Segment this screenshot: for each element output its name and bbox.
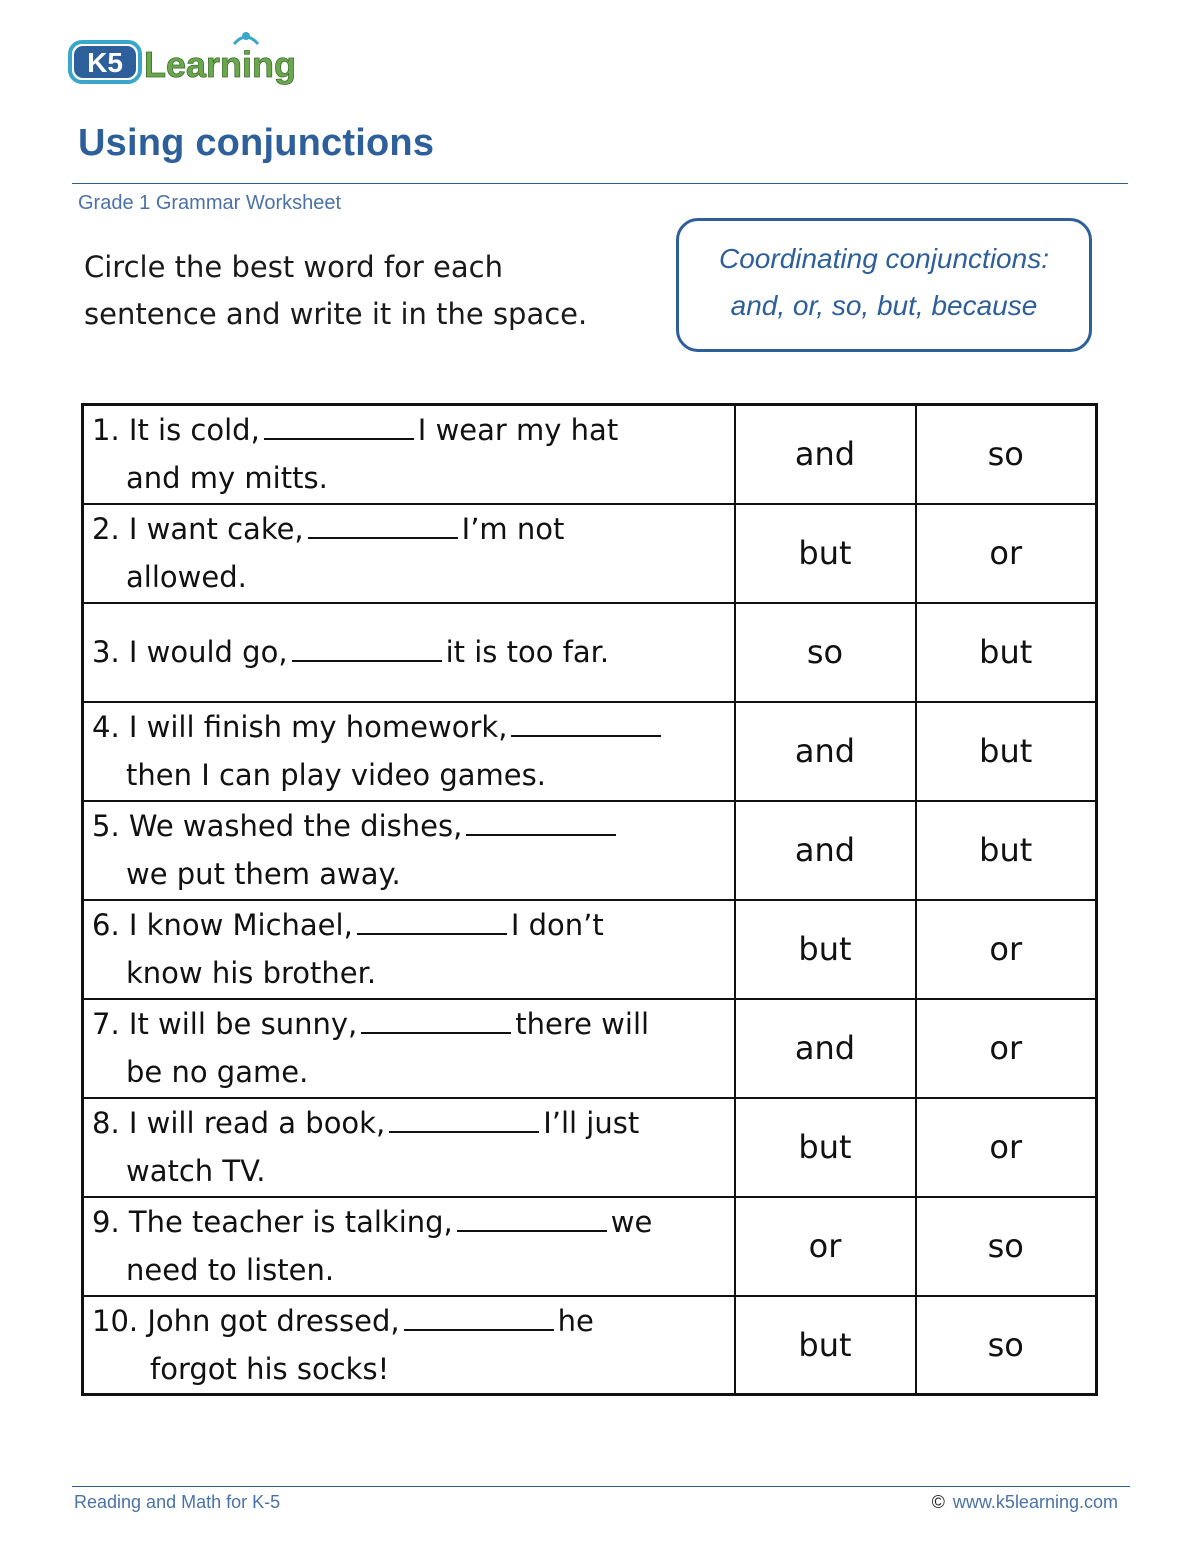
question-before-blank: 10. John got dressed, xyxy=(92,1303,400,1338)
question-line-1 xyxy=(92,1000,734,1048)
question-row xyxy=(83,1296,1097,1395)
footer-tagline: Reading and Math for K-5 xyxy=(74,1492,281,1512)
page-title: Using conjunctions xyxy=(78,122,435,164)
question-text-cell xyxy=(83,405,735,504)
answer-option-2[interactable]: so xyxy=(916,1197,1097,1296)
question-text-cell xyxy=(83,1296,735,1395)
answer-blank[interactable] xyxy=(264,416,414,440)
logo-arc-icon xyxy=(234,37,258,44)
question-row xyxy=(83,702,1097,801)
answer-option-2[interactable]: or xyxy=(916,900,1097,999)
answer-blank[interactable] xyxy=(457,1208,607,1232)
answer-option-1[interactable]: and xyxy=(735,801,916,900)
question-text-cell xyxy=(83,999,735,1098)
answer-option-2[interactable]: so xyxy=(916,1296,1097,1395)
question-line-1 xyxy=(92,1297,734,1345)
question-row xyxy=(83,900,1097,999)
question-row xyxy=(83,1098,1097,1197)
question-line-2: we put them away. xyxy=(126,857,401,891)
question-line-2: forgot his socks! xyxy=(150,1351,390,1386)
answer-option-1[interactable]: but xyxy=(735,1098,916,1197)
question-row xyxy=(83,504,1097,603)
question-before-blank: 5. We washed the dishes, xyxy=(92,809,463,843)
question-line-2: watch TV. xyxy=(126,1154,266,1188)
question-after-blank: I’ll just xyxy=(543,1106,640,1140)
question-line-2: be no game. xyxy=(126,1055,309,1089)
answer-option-1[interactable]: and xyxy=(735,405,916,504)
answer-option-2[interactable]: or xyxy=(916,999,1097,1098)
instructions xyxy=(84,244,644,338)
question-before-blank: 6. I know Michael, xyxy=(92,908,353,942)
question-before-blank: 2. I want cake, xyxy=(92,512,304,546)
footer-divider xyxy=(72,1486,1130,1487)
question-line-1 xyxy=(92,628,734,676)
question-after-blank: it is too far. xyxy=(445,635,610,669)
questions-table xyxy=(81,403,1098,1396)
question-line-1 xyxy=(92,703,734,751)
answer-option-1[interactable]: and xyxy=(735,999,916,1098)
answer-option-1[interactable]: but xyxy=(735,900,916,999)
question-before-blank: 7. It will be sunny, xyxy=(92,1007,358,1041)
question-line-1 xyxy=(92,1198,734,1246)
footer-website[interactable] xyxy=(932,1492,1118,1513)
question-before-blank: 1. It is cold, xyxy=(92,413,260,448)
question-line-2: and my mitts. xyxy=(126,461,328,496)
question-line-2: allowed. xyxy=(126,560,247,594)
answer-blank[interactable] xyxy=(361,1010,511,1034)
answer-blank[interactable] xyxy=(404,1307,554,1331)
answer-blank[interactable] xyxy=(357,911,507,935)
question-line-1 xyxy=(92,901,734,949)
answer-option-2[interactable]: but xyxy=(916,702,1097,801)
conjunctions-box xyxy=(676,218,1092,352)
answer-blank[interactable] xyxy=(466,812,616,836)
website-link[interactable]: www.k5learning.com xyxy=(952,1492,1118,1512)
question-line-2: then I can play video games. xyxy=(126,758,546,792)
question-line-1 xyxy=(92,406,734,454)
question-before-blank: 3. I would go, xyxy=(92,635,288,669)
answer-option-1[interactable]: but xyxy=(735,504,916,603)
question-after-blank: I don’t xyxy=(510,908,604,942)
question-text-cell xyxy=(83,504,735,603)
question-after-blank: he xyxy=(557,1303,594,1338)
question-line-1 xyxy=(92,1099,734,1147)
logo-graphic xyxy=(68,28,328,90)
conjunctions-heading: Coordinating conjunctions: xyxy=(719,243,1049,274)
question-before-blank: 8. I will read a book, xyxy=(92,1106,386,1140)
instructions-line-1: Circle the best word for each xyxy=(84,250,503,284)
question-row xyxy=(83,405,1097,504)
answer-option-1[interactable]: or xyxy=(735,1197,916,1296)
question-row xyxy=(83,999,1097,1098)
answer-blank[interactable] xyxy=(511,713,661,737)
question-after-blank: I’m not xyxy=(461,512,565,546)
question-after-blank: we xyxy=(610,1205,653,1239)
answer-option-2[interactable]: but xyxy=(916,801,1097,900)
answer-option-2[interactable]: or xyxy=(916,504,1097,603)
question-line-2: know his brother. xyxy=(126,956,377,990)
instructions-line-2: sentence and write it in the space. xyxy=(84,297,588,331)
answer-blank[interactable] xyxy=(389,1109,539,1133)
question-text-cell xyxy=(83,900,735,999)
k5-learning-logo xyxy=(68,28,328,90)
title-divider xyxy=(72,183,1128,184)
question-line-2: need to listen. xyxy=(126,1253,335,1287)
question-line-1 xyxy=(92,802,734,850)
question-text-cell xyxy=(83,702,735,801)
logo-k5-text: K5 xyxy=(87,47,123,78)
question-text-cell xyxy=(83,603,735,702)
question-before-blank: 9. The teacher is talking, xyxy=(92,1205,453,1239)
copyright-symbol: © xyxy=(931,1492,945,1512)
answer-option-1[interactable]: so xyxy=(735,603,916,702)
answer-blank[interactable] xyxy=(292,638,442,662)
answer-option-2[interactable]: but xyxy=(916,603,1097,702)
question-after-blank: there will xyxy=(515,1007,650,1041)
question-line-1 xyxy=(92,505,734,553)
question-row xyxy=(83,603,1097,702)
answer-blank[interactable] xyxy=(308,515,458,539)
question-text-cell xyxy=(83,1098,735,1197)
answer-option-2[interactable]: or xyxy=(916,1098,1097,1197)
question-text-cell xyxy=(83,801,735,900)
answer-option-2[interactable]: so xyxy=(916,405,1097,504)
answer-option-1[interactable]: and xyxy=(735,702,916,801)
question-before-blank: 4. I will finish my homework, xyxy=(92,710,508,744)
question-text-cell xyxy=(83,1197,735,1296)
logo-word-text: Learning xyxy=(144,44,297,85)
conjunctions-list: and, or, so, but, because xyxy=(730,290,1038,321)
question-row xyxy=(83,1197,1097,1296)
answer-option-1[interactable]: but xyxy=(735,1296,916,1395)
question-after-blank: I wear my hat xyxy=(417,413,619,448)
worksheet-subtitle: Grade 1 Grammar Worksheet xyxy=(78,192,342,214)
question-row xyxy=(83,801,1097,900)
